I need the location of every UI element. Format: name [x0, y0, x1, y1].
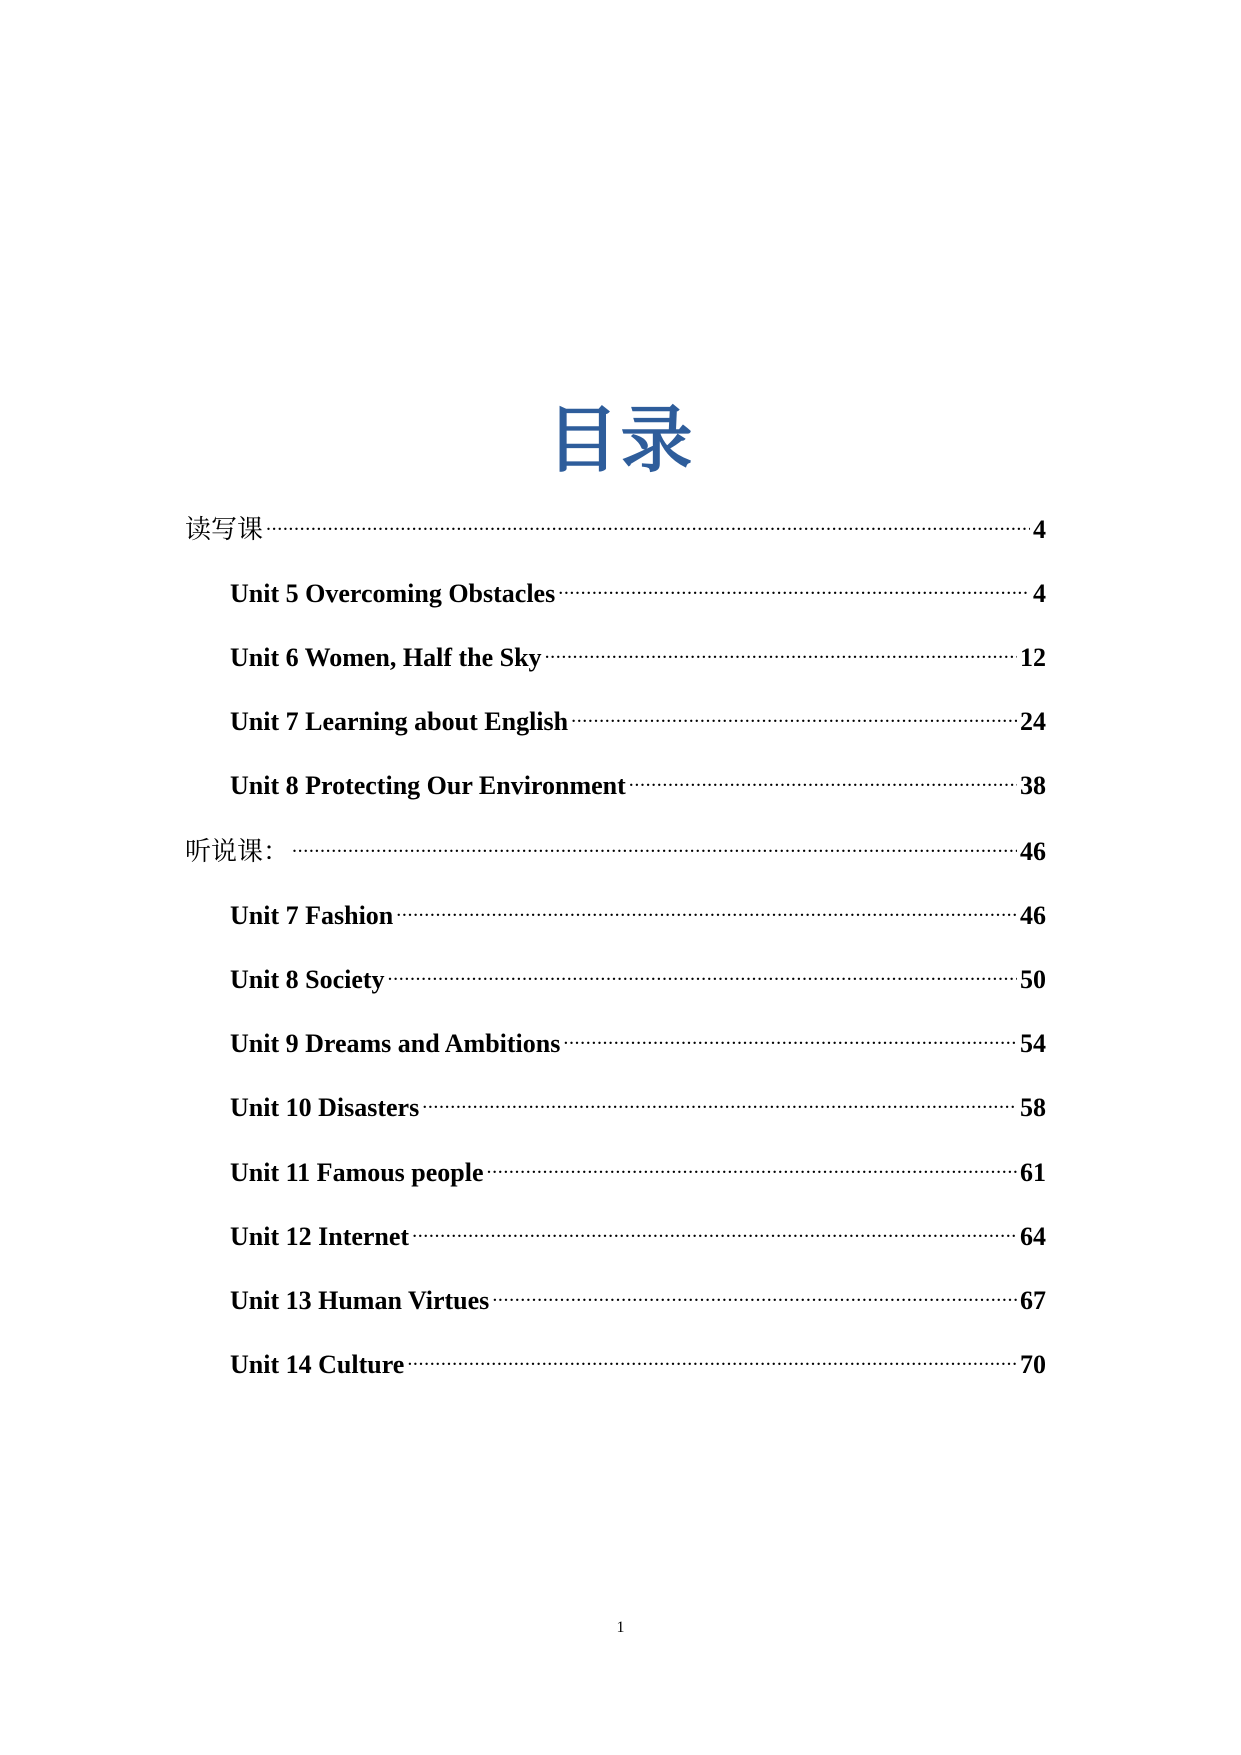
toc-dot-leader: [629, 758, 1017, 794]
toc-dot-leader: [558, 566, 1030, 602]
toc-entry-label: Unit 14 Culture: [230, 1350, 405, 1379]
page-title: 目录: [546, 398, 695, 482]
toc-page-number: 64: [1020, 1222, 1046, 1251]
toc-page-number: 54: [1020, 1029, 1046, 1058]
toc-entry-label: Unit 9 Dreams and Ambitions: [230, 1029, 561, 1058]
toc-page-number: 24: [1020, 707, 1046, 736]
toc-entry[interactable]: [230, 1273, 1046, 1315]
toc-dot-leader: [388, 952, 1017, 988]
toc-section-listening-speaking[interactable]: [185, 824, 1046, 867]
toc-page-number: 58: [1020, 1093, 1046, 1122]
toc-dot-leader: [407, 1337, 1017, 1373]
toc-section-label: 听说课：: [185, 837, 290, 867]
toc-dot-leader: [412, 1209, 1017, 1245]
toc-entry[interactable]: [230, 694, 1046, 736]
toc-entry-label: Unit 5 Overcoming Obstacles: [230, 579, 556, 608]
toc-dot-leader: [492, 1273, 1017, 1309]
toc-entry-label: Unit 12 Internet: [230, 1222, 410, 1251]
toc-entry[interactable]: [230, 1080, 1046, 1122]
toc-entry[interactable]: [230, 758, 1046, 800]
toc-page-number: 61: [1020, 1158, 1046, 1187]
toc-entry[interactable]: [230, 1016, 1046, 1058]
toc-dot-leader: [545, 630, 1017, 666]
toc-entry-label: Unit 8 Protecting Our Environment: [230, 771, 626, 800]
toc-dot-leader: [396, 888, 1017, 924]
toc-page-number: 12: [1020, 643, 1046, 672]
toc-entry-label: Unit 10 Disasters: [230, 1093, 420, 1122]
toc-entry[interactable]: [230, 1337, 1046, 1379]
toc-page-number: 70: [1020, 1350, 1046, 1379]
toc-entry-label: Unit 13 Human Virtues: [230, 1286, 490, 1315]
toc-entry-label: Unit 7 Fashion: [230, 901, 394, 930]
toc-dot-leader: [266, 502, 1030, 538]
toc-dot-leader: [292, 824, 1017, 860]
toc-dot-leader: [571, 694, 1017, 730]
toc-page-number: 4: [1033, 579, 1046, 608]
toc-page-number: 67: [1020, 1286, 1046, 1315]
toc-dot-leader: [487, 1145, 1017, 1181]
toc-page-number: 38: [1020, 771, 1046, 800]
toc-page-number: 46: [1020, 837, 1046, 866]
toc-dot-leader: [563, 1016, 1017, 1052]
toc-page-number: 46: [1020, 901, 1046, 930]
toc-section-reading-writing[interactable]: [185, 502, 1046, 545]
toc-entry[interactable]: [230, 1145, 1046, 1187]
toc-entry[interactable]: [230, 888, 1046, 930]
footer-page-number: 1: [616, 1619, 625, 1636]
toc-entry-label: Unit 6 Women, Half the Sky: [230, 643, 542, 672]
toc-entry[interactable]: [230, 566, 1046, 608]
toc-entry[interactable]: [230, 630, 1046, 672]
toc-entry-label: Unit 11 Famous people: [230, 1158, 484, 1187]
toc-page-number: 50: [1020, 965, 1046, 994]
toc-entry[interactable]: [230, 952, 1046, 994]
toc-entry-label: Unit 7 Learning about English: [230, 707, 569, 736]
toc-dot-leader: [422, 1080, 1017, 1116]
toc-section-label: 读写课: [185, 515, 264, 545]
toc-entry[interactable]: [230, 1209, 1046, 1251]
toc-entry-label: Unit 8 Society: [230, 965, 385, 994]
toc-page-number: 4: [1033, 515, 1046, 544]
